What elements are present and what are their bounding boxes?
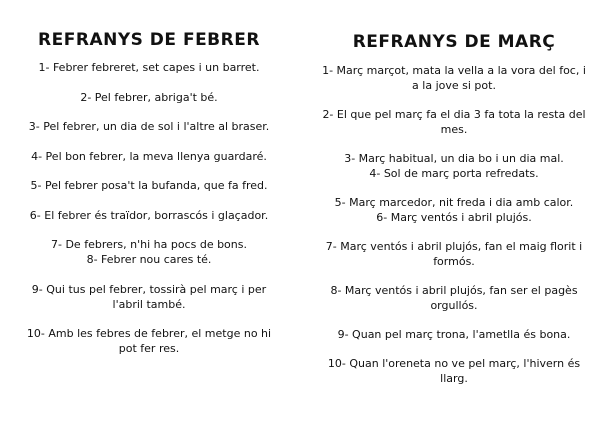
febrer-item-5: 5- Pel febrer posa't la bufanda, que fa fred.: [30, 179, 268, 192]
marc-list: [312, 63, 596, 386]
marc-item-9: 9- Quan pel març trona, l'ametlla és bona.: [337, 328, 571, 341]
marc-item-3: 3- Març habitual, un dia bo i un dia mal.: [344, 152, 564, 165]
febrer-title: REFRANYS DE FEBRER: [38, 30, 260, 50]
febrer-item-2: 2- Pel febrer, abriga't bé.: [80, 90, 218, 104]
febrer-item-3: 3- Pel febrer, un dia de sol i l'altre al braser.: [28, 120, 270, 133]
febrer-item-4: 4- Pel bon febrer, la meva llenya guardaré.: [31, 149, 267, 163]
febrer-item-10: 10- Amb les febres de febrer, el metge no hi pot fer res.: [26, 327, 272, 355]
marc-item-6: 6- Març ventós i abril plujós.: [376, 211, 532, 224]
marc-item-8: 8- Març ventós i abril plujós, fan ser el pagès orgullós.: [330, 284, 578, 312]
marc-title: REFRANYS DE MARÇ: [352, 32, 556, 52]
febrer-item-7: 7- De febrers, n'hi ha pocs de bons.: [51, 238, 247, 251]
febrer-item-1: 1- Febrer febreret, set capes i un barret.: [38, 61, 260, 74]
marc-item-10: 10- Quan l'oreneta no ve pel març, l'hivern és llarg.: [327, 357, 581, 385]
marc-item-1: 1- Març marçot, mata la vella a la vora del foc, i a la jove si pot.: [322, 64, 586, 92]
febrer-item-6: 6- El febrer és traïdor, borrascós i glaçador.: [29, 208, 269, 222]
marc-item-7: 7- Març ventós i abril plujós, fan el maig florit i formós.: [325, 240, 583, 268]
febrer-column: [14, 0, 284, 371]
febrer-item-8: 8- Febrer nou cares té.: [86, 253, 212, 266]
marc-item-5: 5- Març marcedor, nit freda i dia amb calor.: [334, 196, 574, 209]
marc-item-4: 4- Sol de març porta refredats.: [369, 167, 539, 180]
marc-item-2: 2- El que pel març fa el dia 3 fa tota la resta del mes.: [322, 108, 586, 136]
marc-column: [312, 0, 596, 400]
febrer-list: [14, 60, 284, 356]
febrer-item-9: 9- Qui tus pel febrer, tossirà pel març i per l'abril també.: [31, 282, 267, 311]
